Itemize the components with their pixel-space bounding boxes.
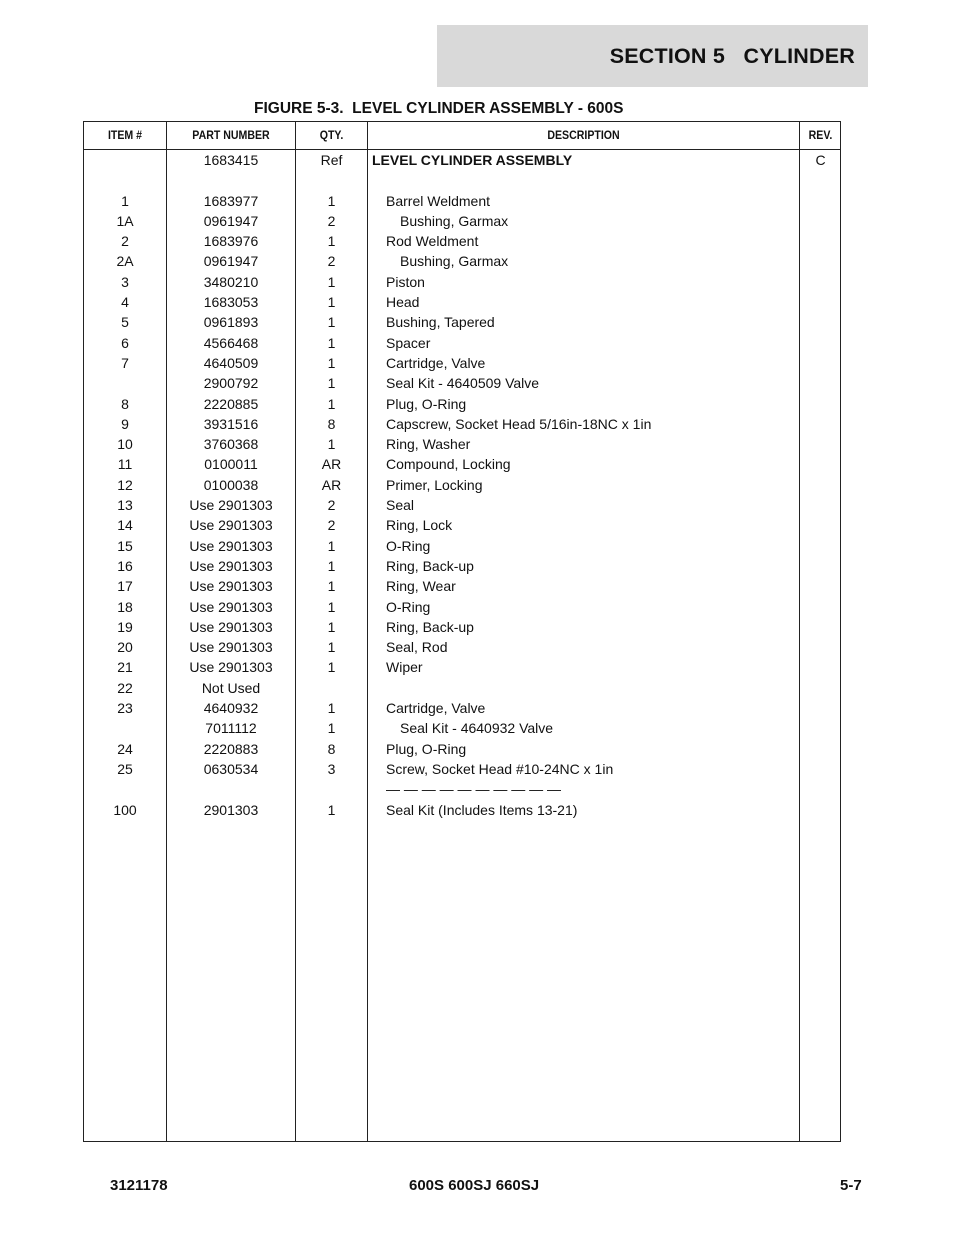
item-cell: 21: [117, 659, 133, 676]
qty-cell: 1: [327, 537, 336, 554]
qty-cell: 1: [327, 639, 336, 656]
part-number-cell: Use 2901303: [189, 639, 273, 656]
table-row: [84, 434, 840, 454]
qty-cell: 1: [327, 659, 336, 676]
part-number-cell: 3480210: [203, 273, 259, 290]
part-number-cell: 0961947: [203, 212, 259, 229]
table-row: [84, 251, 840, 271]
item-cell: 20: [117, 639, 133, 656]
qty-cell: 1: [327, 354, 336, 371]
part-number-cell: 0630534: [203, 760, 259, 777]
description-cell: Rod Weldment: [386, 233, 479, 250]
item-cell: 9: [121, 415, 129, 432]
description-cell: Capscrew, Socket Head 5/16in-18NC x 1in: [386, 415, 652, 432]
qty-cell: 1: [327, 578, 336, 595]
table-row: [84, 211, 840, 231]
part-number-cell: 1683977: [203, 192, 259, 209]
description-cell: Cartridge, Valve: [386, 700, 486, 717]
description-cell: Head: [386, 294, 420, 311]
table-row: [84, 414, 840, 434]
part-number-cell: 0961893: [203, 314, 259, 331]
part-number-cell: Use 2901303: [189, 578, 273, 595]
item-cell: 6: [121, 334, 129, 351]
table-row: [84, 312, 840, 332]
description-cell: Barrel Weldment: [386, 192, 491, 209]
item-cell: 25: [117, 760, 133, 777]
item-cell: 2: [121, 233, 129, 250]
description-cell: Ring, Wear: [386, 578, 456, 595]
item-cell: 3: [121, 273, 129, 290]
table-row: [84, 536, 840, 556]
header-part-number: PART NUMBER: [192, 129, 270, 142]
item-cell: 24: [117, 740, 133, 757]
description-cell: Ring, Back-up: [386, 618, 474, 635]
part-number-cell: Use 2901303: [189, 517, 273, 534]
description-cell: — — — — — — — — — —: [386, 781, 562, 798]
item-cell: 14: [117, 517, 133, 534]
header-qty: QTY.: [319, 129, 344, 142]
description-cell: Plug, O-Ring: [386, 395, 467, 412]
qty-cell: 2: [327, 212, 336, 229]
table-row: [84, 718, 840, 738]
rev-cell: C: [815, 152, 826, 168]
part-number-cell: Use 2901303: [189, 537, 273, 554]
table-row: [84, 617, 840, 637]
description-cell: LEVEL CYLINDER ASSEMBLY: [372, 152, 573, 168]
description-cell: Seal Kit - 4640509 Valve: [386, 375, 540, 392]
part-number-cell: Use 2901303: [189, 618, 273, 635]
table-row: [84, 657, 840, 677]
description-cell: O-Ring: [386, 598, 431, 615]
table-row: [84, 698, 840, 718]
part-number-cell: 1683053: [203, 294, 259, 311]
part-number-cell: 4640509: [203, 354, 259, 371]
table-row: [84, 373, 840, 393]
qty-cell: 1: [327, 314, 336, 331]
description-cell: Piston: [386, 273, 425, 290]
item-cell: 17: [117, 578, 133, 595]
part-number-cell: 2220883: [203, 740, 259, 757]
description-cell: Cartridge, Valve: [386, 354, 486, 371]
qty-cell: 1: [327, 192, 336, 209]
description-cell: Plug, O-Ring: [386, 740, 467, 757]
table-row: [84, 272, 840, 292]
qty-cell: 2: [327, 497, 336, 514]
qty-cell: 1: [327, 557, 336, 574]
description-cell: Seal Kit (Includes Items 13-21): [386, 801, 578, 818]
description-cell: Screw, Socket Head #10-24NC x 1in: [386, 760, 614, 777]
table-row: [84, 597, 840, 617]
description-cell: O-Ring: [386, 537, 431, 554]
qty-cell: Ref: [320, 152, 343, 168]
table-row: [84, 556, 840, 576]
part-number-cell: 3931516: [203, 415, 259, 432]
description-cell: Bushing, Tapered: [386, 314, 495, 331]
part-number-cell: 4640932: [203, 700, 259, 717]
part-number-cell: Use 2901303: [189, 598, 273, 615]
item-cell: 2A: [116, 253, 134, 270]
qty-cell: 1: [327, 395, 336, 412]
qty-cell: 1: [327, 700, 336, 717]
table-row: [84, 800, 840, 820]
table-row: [84, 475, 840, 495]
qty-cell: 1: [327, 618, 336, 635]
part-number-cell: Use 2901303: [189, 659, 273, 676]
section-title: SECTION 5 CYLINDER: [609, 43, 855, 68]
table-row: [84, 637, 840, 657]
table-row: [84, 292, 840, 312]
description-cell: Ring, Back-up: [386, 557, 474, 574]
item-cell: 1: [121, 192, 129, 209]
qty-cell: 1: [327, 233, 336, 250]
qty-cell: 1: [327, 801, 336, 818]
qty-cell: 1: [327, 273, 336, 290]
item-cell: 4: [121, 294, 129, 311]
part-number-cell: Not Used: [201, 679, 261, 696]
page-number: 5-7: [840, 1177, 862, 1194]
item-cell: 12: [117, 476, 133, 493]
table-row: [84, 394, 840, 414]
description-cell: Wiper: [386, 659, 423, 676]
item-cell: 16: [117, 557, 133, 574]
table-row: [84, 678, 840, 698]
description-cell: Primer, Locking: [386, 476, 483, 493]
description-cell: Ring, Washer: [386, 436, 471, 453]
header-rev: REV.: [808, 129, 833, 142]
qty-cell: 1: [327, 375, 336, 392]
table-row: [84, 739, 840, 759]
qty-cell: 1: [327, 294, 336, 311]
table-row: [84, 495, 840, 515]
table-row: [84, 353, 840, 373]
item-cell: 8: [121, 395, 129, 412]
part-number-cell: 0100038: [203, 476, 259, 493]
item-cell: 11: [117, 456, 133, 473]
qty-cell: 8: [327, 415, 336, 432]
part-number-cell: 1683415: [203, 152, 259, 168]
qty-cell: AR: [321, 456, 342, 473]
item-cell: 7: [121, 354, 129, 371]
qty-cell: 2: [327, 517, 336, 534]
figure-title: FIGURE 5-3. LEVEL CYLINDER ASSEMBLY - 600S: [254, 100, 624, 117]
table-row: [84, 759, 840, 779]
part-number-cell: 1683976: [203, 233, 259, 250]
section-banner: [437, 25, 868, 87]
item-cell: 22: [117, 679, 133, 696]
qty-cell: 2: [327, 253, 336, 270]
part-number-cell: 0961947: [203, 253, 259, 270]
table-body: [84, 150, 840, 820]
part-number-cell: 7011112: [205, 720, 257, 737]
item-cell: 1A: [116, 212, 134, 229]
description-cell: Compound, Locking: [386, 456, 511, 473]
qty-cell: 1: [327, 436, 336, 453]
part-number-cell: 0100011: [204, 456, 258, 473]
description-cell: Bushing, Garmax: [400, 212, 509, 229]
description-cell: Seal, Rod: [386, 639, 448, 656]
table-row: [84, 191, 840, 211]
table-row: [84, 576, 840, 596]
part-number-cell: 2220885: [203, 395, 259, 412]
part-number-cell: 2901303: [203, 801, 259, 818]
item-cell: 5: [121, 314, 129, 331]
description-cell: Seal: [386, 497, 415, 514]
item-cell: 23: [117, 700, 133, 717]
part-number-cell: 2900792: [203, 375, 259, 392]
item-cell: 13: [117, 497, 133, 514]
description-cell: Spacer: [386, 334, 431, 351]
table-row: [84, 170, 840, 190]
model-list: 600S 600SJ 660SJ: [409, 1177, 540, 1194]
qty-cell: 3: [327, 760, 336, 777]
qty-cell: 1: [327, 598, 336, 615]
table-row: [84, 231, 840, 251]
header-item: ITEM #: [107, 129, 143, 142]
part-number-cell: Use 2901303: [189, 557, 273, 574]
table-row: [84, 515, 840, 535]
table-row: [84, 779, 840, 799]
header-description: DESCRIPTION: [547, 129, 620, 142]
doc-number: 3121178: [110, 1177, 168, 1194]
item-cell: 100: [113, 801, 137, 818]
part-number-cell: 3760368: [203, 436, 259, 453]
item-cell: 15: [117, 537, 133, 554]
item-cell: 18: [117, 598, 133, 615]
item-cell: 10: [117, 436, 133, 453]
table-row: [84, 454, 840, 474]
parts-table: [83, 121, 841, 1142]
qty-cell: 1: [327, 334, 336, 351]
part-number-cell: Use 2901303: [189, 497, 273, 514]
description-cell: Bushing, Garmax: [400, 253, 509, 270]
table-row: [84, 150, 840, 170]
item-cell: 19: [117, 618, 133, 635]
description-cell: Ring, Lock: [386, 517, 453, 534]
table-row: [84, 333, 840, 353]
qty-cell: 8: [327, 740, 336, 757]
part-number-cell: 4566468: [203, 334, 259, 351]
qty-cell: 1: [327, 720, 336, 737]
description-cell: Seal Kit - 4640932 Valve: [400, 720, 554, 737]
qty-cell: AR: [321, 476, 342, 493]
